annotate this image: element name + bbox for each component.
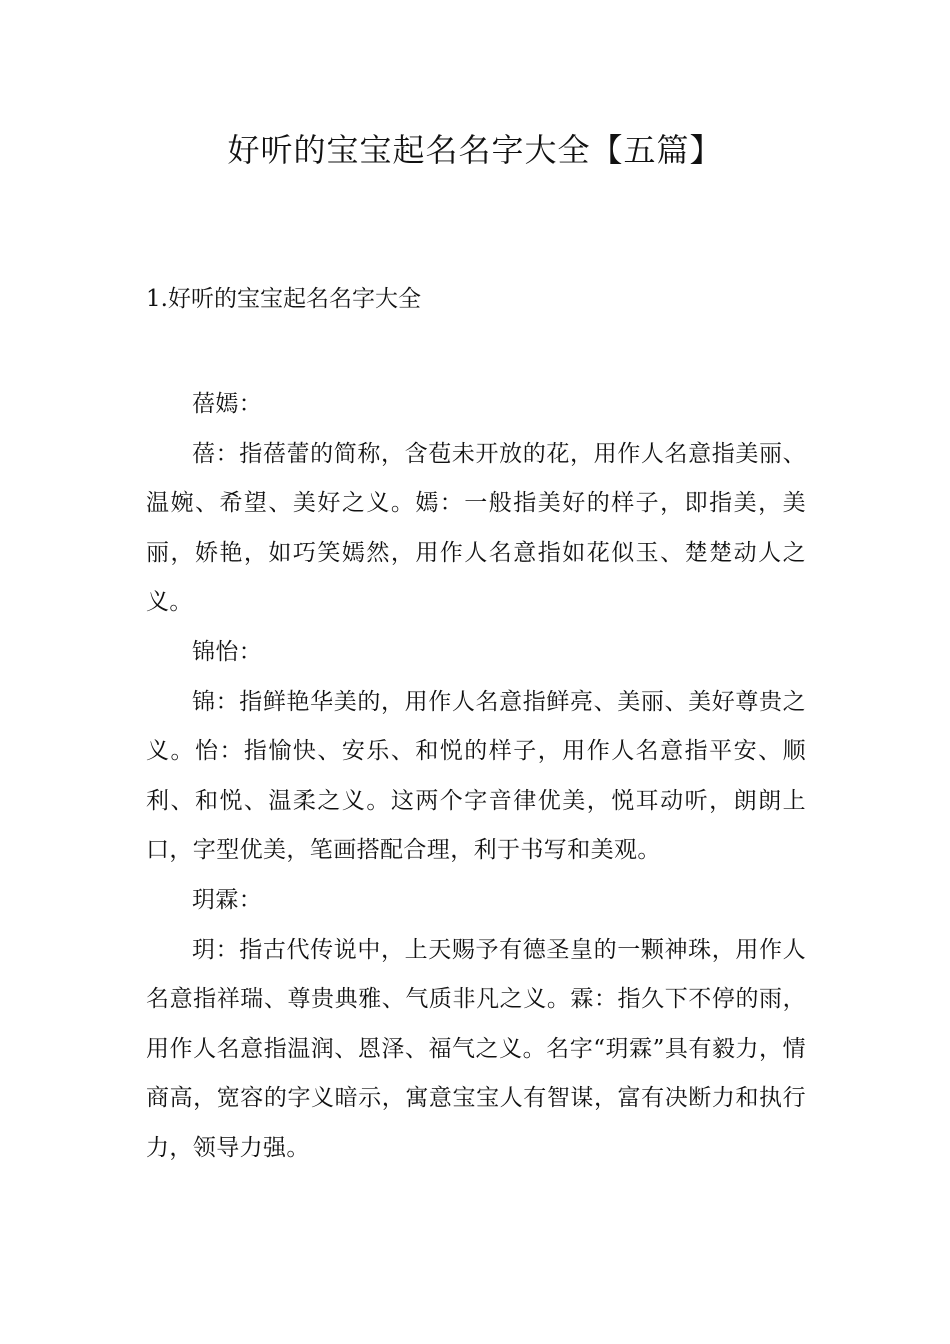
document-title: 好听的宝宝起名名字大全【五篇】 (227, 131, 723, 169)
entry-name-beiyan: 蓓嫣： (192, 391, 263, 417)
entry-name-yuelin: 玥霖： (192, 886, 263, 913)
section-heading: 1.好听的宝宝起名名字大全 (146, 286, 421, 312)
entry-text-jinyi: 锦：指鲜艳华美的，用作人名意指鲜亮、美丽、美好尊贵之义。怡：指愉快、安乐、和悦的样子，用作人名意指平安、顺利、和悦、温柔之义。这两个字音律优美，悦耳动听，朗朗上口，字型优美，笔画搭配合理，利于书写和美观。 (146, 688, 806, 864)
entry-name-jinyi: 锦怡： (192, 638, 263, 665)
entry-text-beiyan: 蓓：指蓓蕾的简称，含苞未开放的花，用作人名意指美丽、温婉、希望、美好之义。嫣：一般指美好的样子，即指美，美丽，娇艳，如巧笑嫣然，用作人名意指如花似玉、楚楚动人之义。 (146, 440, 806, 616)
document-body (146, 380, 806, 1174)
entry-text-yuelin: 玥：指古代传说中，上天赐予有德圣皇的一颗神珠，用作人名意指祥瑞、尊贵典雅、气质非凡之义。霖：指久下不停的雨，用作人名意指温润、恩泽、福气之义。名字“玥霖”具有毅力，情商高，宽容的字义暗示，寓意宝宝人有智谋，富有决断力和执行力，领导力强。 (146, 936, 806, 1161)
